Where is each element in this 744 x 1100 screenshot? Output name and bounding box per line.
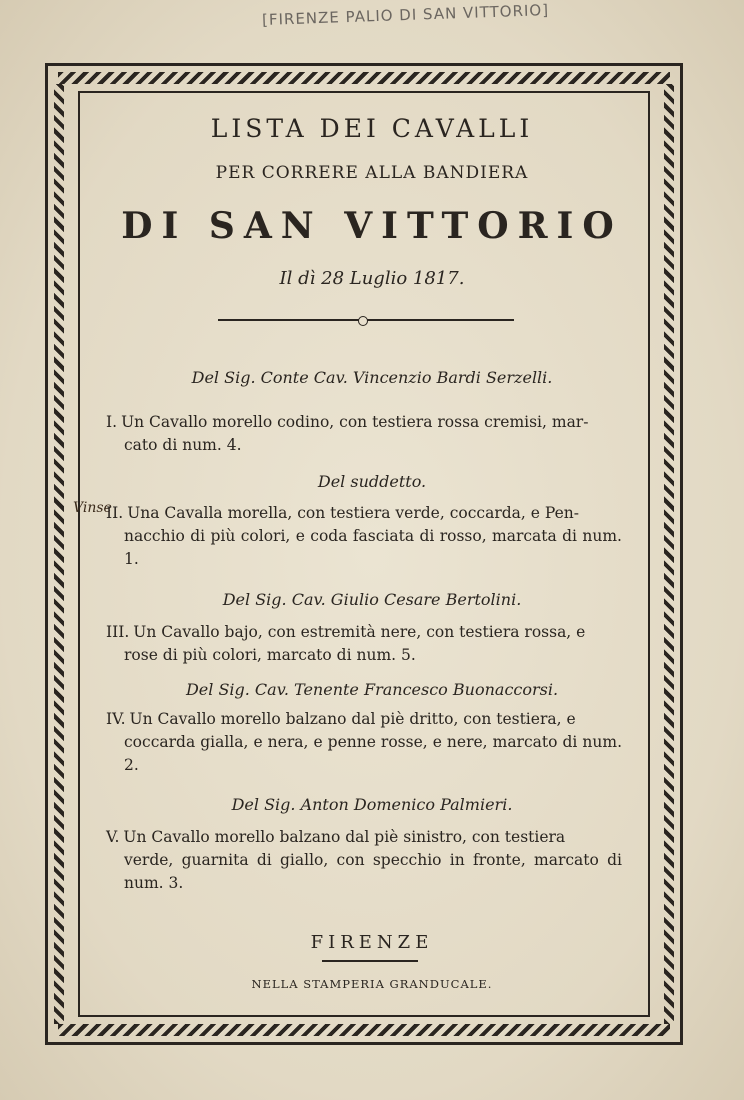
entry-number: V.	[106, 828, 120, 846]
handwritten-annotation: [FIRENZE PALIO DI SAN VITTORIO]	[261, 0, 550, 30]
entry-text: Una Cavalla morella, con testiera verde, coccarda, e Pen-	[127, 504, 579, 522]
entry-owner: Del suddetto.	[317, 472, 427, 491]
handwritten-margin-note: Vinse	[73, 500, 112, 516]
entry-text-cont: rose di più colori, marcato di num. 5.	[124, 646, 416, 664]
entry-text-cont: nacchio di più colori, e coda fasciata di rosso, marcata di num. 1.	[124, 527, 622, 568]
entry-item	[106, 826, 622, 895]
border-pattern-bottom	[58, 1024, 670, 1036]
footer-rule	[322, 960, 418, 962]
entry-number: I.	[106, 413, 118, 431]
entry-text: Un Cavallo morello balzano dal piè dritto, con testiera, e	[129, 710, 576, 728]
entry-owner: Del Sig. Anton Domenico Palmieri.	[231, 795, 513, 814]
entry-owner: Del Sig. Cav. Tenente Francesco Buonaccorsi.	[185, 680, 559, 699]
entry-text: Un Cavallo morello balzano dal piè sinistro, con testiera	[123, 828, 566, 846]
entry-number: II.	[106, 504, 124, 522]
imprint-printer: NELLA STAMPERIA GRANDUCALE.	[251, 977, 493, 991]
entry-owner: Del Sig. Conte Cav. Vincenzio Bardi Serzelli.	[191, 368, 553, 387]
entry-item	[106, 411, 622, 457]
document-subtitle: PER CORRERE ALLA BANDIERA	[215, 163, 529, 183]
event-date: Il dì 28 Luglio 1817.	[279, 268, 465, 289]
document-title: LISTA DEI CAVALLI	[210, 114, 534, 143]
entry-text: Un Cavallo morello codino, con testiera rossa cremisi, mar-	[121, 413, 589, 431]
border-pattern-top	[58, 72, 670, 84]
entry-owner: Del Sig. Cav. Giulio Cesare Bertolini.	[222, 590, 522, 609]
ornamental-rule	[218, 319, 514, 321]
entry-item	[106, 621, 622, 667]
entry-number: IV.	[106, 710, 126, 728]
entry-text: Un Cavallo bajo, con estremità nere, con testiera rossa, e	[133, 623, 586, 641]
entry-number: III.	[106, 623, 130, 641]
imprint-city: FIRENZE	[310, 932, 434, 953]
entry-text-cont: verde, guarnita di giallo, con specchio in fronte, marcato di num. 3.	[124, 851, 622, 892]
entry-item	[106, 502, 622, 571]
entry-item	[106, 708, 622, 777]
event-name: DI SAN VITTORIO	[121, 205, 623, 247]
entry-text-cont: cato di num. 4.	[124, 436, 242, 454]
entry-text-cont: coccarda gialla, e nera, e penne rosse, e nere, marcato di num. 2.	[124, 733, 622, 774]
